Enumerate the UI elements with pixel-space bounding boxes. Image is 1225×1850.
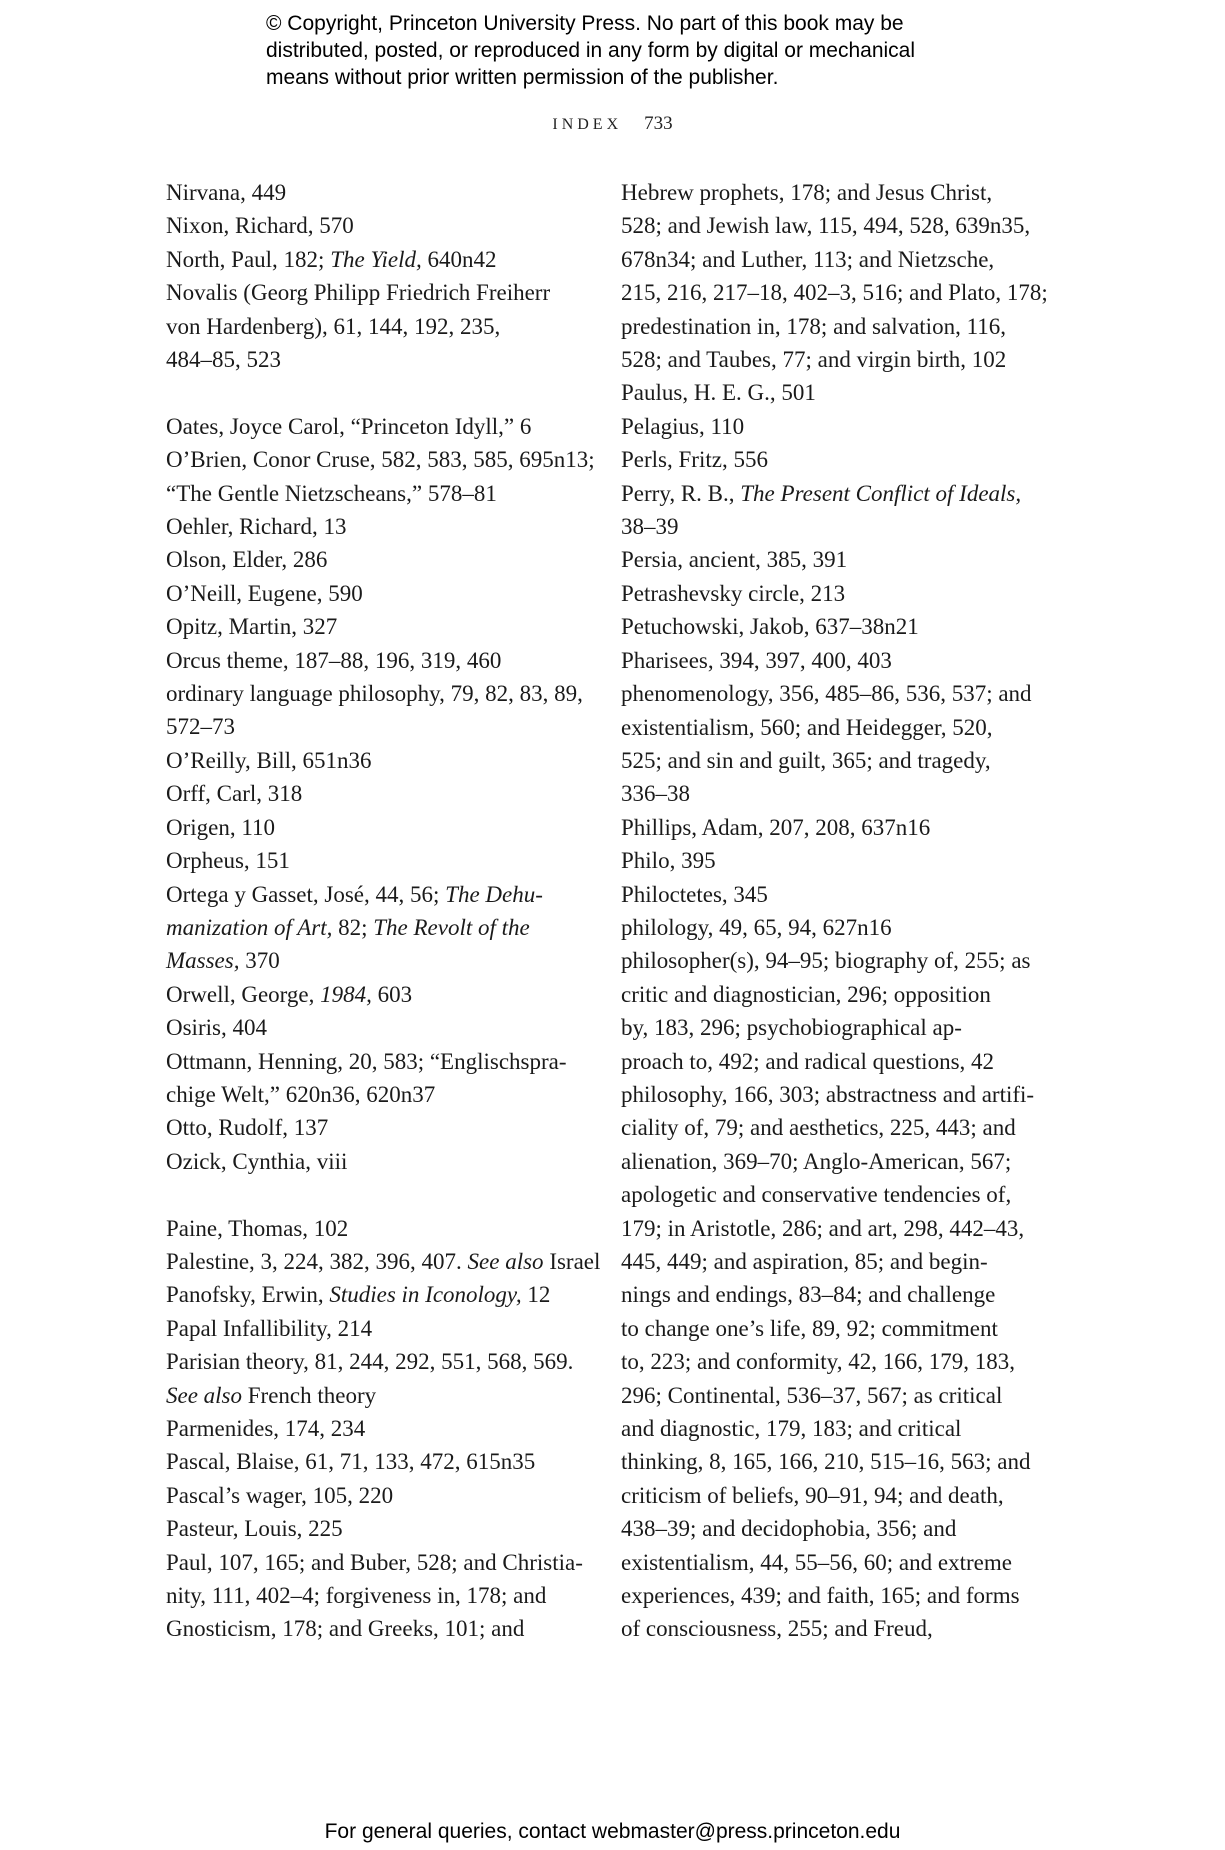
index-entry [621, 644, 1041, 677]
index-entry-line [166, 1245, 601, 1278]
index-entry-text: Origen, 110 [166, 814, 276, 840]
index-entry-text: Oates, Joyce Carol, “Princeton Idyll,” 6 [166, 413, 532, 439]
index-entry-line [166, 1278, 586, 1311]
index-entry-line [166, 644, 586, 677]
index-entry-line [166, 477, 586, 510]
index-entry-text: Orcus theme, 187–88, 196, 319, 460 [166, 647, 502, 673]
index-entry-line [166, 1111, 586, 1144]
index-entry-text: proach to, 492; and radical questions, 42 [621, 1048, 995, 1074]
index-column-left [166, 176, 601, 1646]
index-entry-text: Olson, Elder, 286 [166, 547, 328, 573]
index-entry-text: apologetic and conservative tendencies of, [621, 1182, 1012, 1208]
index-entry [166, 1479, 586, 1512]
index-entry-line [621, 1479, 1041, 1512]
copyright-line: © Copyright, Princeton University Press. No part of this book may be [266, 12, 904, 35]
page-number: 733 [644, 113, 673, 134]
index-entry-text: 640n42 [421, 246, 497, 272]
index-entry [166, 176, 586, 209]
index-entry-text: phenomenology, 356, 485–86, 536, 537; and [621, 681, 1032, 707]
index-entry-line [166, 677, 586, 710]
index-entry-line [621, 1011, 1041, 1044]
index-entry-text: “The Gentle Nietzscheans,” 578–81 [166, 480, 497, 506]
index-entry [166, 1245, 601, 1278]
index-entry-line [166, 310, 586, 343]
index-entry-text: Gnosticism, 178; and Greeks, 101; and [166, 1616, 525, 1642]
index-entry-line [166, 176, 586, 209]
index-entry-line [166, 1011, 586, 1044]
index-entry-text: Orff, Carl, 318 [166, 781, 303, 807]
index-entry-line [166, 1479, 586, 1512]
index-entry-text: Pelagius, 110 [621, 413, 745, 439]
index-entry-line [621, 610, 1041, 643]
index-entry-text: philosophy, 166, 303; abstractness and artifi- [621, 1081, 1035, 1107]
index-entry-line [166, 1512, 586, 1545]
index-entry-text: philosopher(s), 94–95; biography of, 255; as [621, 948, 1031, 974]
index-entry-text: Petrashevsky circle, 213 [621, 580, 846, 606]
index-entry [166, 610, 586, 643]
index-entry-text: 528; and Jewish law, 115, 494, 528, 639n35, [621, 213, 1031, 239]
index-entry-text: Perry, R. B., [621, 480, 741, 506]
index-entry-text: 603 [371, 981, 413, 1007]
index-entry-text: philology, 49, 65, 94, 627n16 [621, 914, 892, 940]
index-entry-line [621, 410, 1041, 443]
index-entry-line [166, 610, 586, 643]
index-entry-line [166, 744, 586, 777]
index-entry-line [621, 443, 1041, 476]
index-entry [166, 744, 586, 777]
index-entry [166, 243, 586, 276]
index-entry-line [166, 1579, 586, 1612]
index-entry [621, 878, 1041, 911]
index-entry-line [166, 1312, 586, 1345]
index-entry-line [621, 1178, 1041, 1211]
index-entry-text: nity, 111, 402–4; forgiveness in, 178; and [166, 1583, 547, 1609]
index-entry-text: Nixon, Richard, 570 [166, 213, 354, 239]
index-entry-line [621, 343, 1041, 376]
index-entry-italic-text: See also [166, 1382, 243, 1408]
index-entry-line [166, 811, 586, 844]
index-entry-text: Pharisees, 394, 397, 400, 403 [621, 647, 892, 673]
index-entry-continued [621, 176, 1048, 376]
index-entry-line [621, 1512, 1041, 1545]
index-entry [621, 376, 1041, 409]
index-entry-line [166, 543, 586, 576]
index-entry-text: 528; and Taubes, 77; and virgin birth, 102 [621, 347, 1007, 373]
index-entry-text: 82; [332, 914, 374, 940]
index-entry-line [166, 1078, 586, 1111]
index-entry [621, 477, 1041, 544]
index-entry-text: existentialism, 44, 55–56, 60; and extreme [621, 1549, 1012, 1575]
index-entry [621, 410, 1041, 443]
index-entry [621, 677, 1041, 811]
index-entry-italic-text: The Revolt of the [373, 914, 530, 940]
index-entry-line [621, 644, 1041, 677]
index-entry-line [621, 1312, 1041, 1345]
index-entry-text: by, 183, 296; psychobiographical ap- [621, 1015, 962, 1041]
index-entry-text: Parmenides, 174, 234 [166, 1416, 366, 1441]
index-entry-text: Osiris, 404 [166, 1015, 267, 1041]
index-entry-line [621, 1612, 1041, 1645]
index-entry-text: Otto, Rudolf, 137 [166, 1115, 329, 1141]
index-entry-text: 572–73 [166, 714, 235, 740]
index-entry [166, 811, 586, 844]
index-entry-line [621, 1345, 1041, 1378]
index-entry-text: Nirvana, 449 [166, 180, 287, 205]
index-entry-line [166, 1412, 586, 1445]
index-entry-text: 12 [521, 1282, 551, 1308]
letter-group-gap [166, 376, 586, 409]
index-entry-text: 179; in Aristotle, 286; and art, 298, 442–43, [621, 1215, 1025, 1241]
index-entry-text: Persia, ancient, 385, 391 [621, 547, 848, 573]
letter-group-gap [166, 1178, 586, 1211]
running-head [0, 113, 1225, 135]
index-entry-text: 438–39; and decidophobia, 356; and [621, 1516, 957, 1542]
index-entry-line [166, 978, 586, 1011]
index-entry-line [621, 1045, 1041, 1078]
index-entry-line [621, 477, 1041, 510]
index-entry [621, 844, 1041, 877]
index-entry-line [166, 710, 586, 743]
index-entry [166, 1278, 586, 1311]
index-entry-italic-text: Masses, [166, 948, 240, 974]
index-entry-line [621, 176, 1041, 209]
copyright-notice [266, 10, 1026, 91]
index-entry-text: Oehler, Richard, 13 [166, 514, 347, 540]
index-entry-text: Opitz, Martin, 327 [166, 614, 338, 640]
copyright-line: means without prior written permission of the publisher. [266, 66, 779, 89]
index-entry-line [166, 443, 595, 476]
index-entry-line [621, 978, 1041, 1011]
index-entry-text: 678n34; and Luther, 113; and Nietzsche, [621, 246, 995, 272]
index-entry-line [166, 209, 586, 242]
index-entry-text: Phillips, Adam, 207, 208, 637n16 [621, 814, 931, 840]
index-entry-text: O’Reilly, Bill, 651n36 [166, 747, 372, 773]
index-entry-line [621, 243, 1041, 276]
index-entry-text: Israel [543, 1248, 601, 1274]
index-entry-text: French theory [242, 1382, 377, 1408]
index-entry [166, 510, 586, 543]
index-entry-text: ordinary language philosophy, 79, 82, 83, 89, [166, 681, 583, 707]
index-entry-text: criticism of beliefs, 90–91, 94; and death, [621, 1482, 1004, 1508]
index-entry-line [621, 577, 1041, 610]
index-entry-text: Hebrew prophets, 178; and Jesus Christ, [621, 180, 993, 205]
index-entry [621, 811, 1041, 844]
index-entry-line [166, 844, 586, 877]
index-entry-text: Orpheus, 151 [166, 848, 290, 874]
index-entry-line [621, 1111, 1041, 1144]
index-entry-italic-text: The Present Conflict of Ideals, [740, 480, 1022, 506]
index-entry [166, 1045, 586, 1112]
index-entry-line [621, 1245, 1041, 1278]
index-entry-line [621, 777, 1041, 810]
index-entry-line [621, 1145, 1041, 1178]
index-entry-line [621, 844, 1041, 877]
index-entry-line [621, 1212, 1041, 1245]
index-entry [166, 1312, 586, 1345]
index-entry-text: to change one’s life, 89, 92; commitment [621, 1315, 998, 1341]
index-entry-line [621, 811, 1041, 844]
index-entry-text: predestination in, 178; and salvation, 116, [621, 313, 1006, 339]
index-entry-text: Ottmann, Henning, 20, 583; “Englischspra- [166, 1048, 567, 1074]
copyright-line: distributed, posted, or reproduced in any form by digital or mechanical [266, 39, 916, 62]
index-entry [621, 543, 1041, 576]
index-entry-line [166, 777, 586, 810]
index-entry-italic-text: Studies in Iconology, [329, 1282, 522, 1308]
index-entry [166, 878, 586, 978]
index-entry-line [166, 410, 586, 443]
index-entry-text: 215, 216, 217–18, 402–3, 516; and Plato, 178; [621, 280, 1048, 306]
index-entry-line [166, 1445, 586, 1478]
index-entry-line [621, 711, 1041, 744]
index-entry-italic-text: The Yield, [330, 246, 422, 272]
index-entry-text: critic and diagnostician, 296; opposition [621, 981, 991, 1007]
index-entry-line [166, 1045, 586, 1078]
index-entry [621, 911, 1041, 944]
index-entry-line [166, 243, 586, 276]
index-entry-line [621, 1278, 1041, 1311]
index-entry [166, 1145, 586, 1178]
index-entry-text: to, 223; and conformity, 42, 166, 179, 183, [621, 1349, 1015, 1375]
index-entry-line [621, 510, 1041, 543]
index-entry-text: Palestine, 3, 224, 382, 396, 407. [166, 1248, 468, 1274]
index-entry-text: 525; and sin and guilt, 365; and tragedy, [621, 747, 991, 773]
index-entry-line [166, 1212, 586, 1245]
index-entry-line [166, 1546, 586, 1579]
index-entry [621, 443, 1041, 476]
index-entry [166, 1111, 586, 1144]
index-entry [166, 410, 586, 443]
index-column-right [621, 176, 1048, 1646]
index-entry-text: existentialism, 560; and Heidegger, 520, [621, 714, 993, 740]
index-entry-line [621, 1445, 1041, 1478]
index-entry [166, 1512, 586, 1545]
index-entry-italic-text: manization of Art, [166, 914, 333, 940]
index-entry-text: Ortega y Gasset, José, 44, 56; [166, 881, 446, 907]
index-entry [166, 1212, 586, 1245]
index-entry-text: O’Brien, Conor Cruse, 582, 583, 585, 695n13; [166, 447, 595, 473]
index-entry [621, 577, 1041, 610]
index-entry [166, 978, 586, 1011]
index-entry-text: Novalis (Georg Philipp Friedrich Freiherr [166, 280, 551, 306]
index-entry-text: Ozick, Cynthia, viii [166, 1148, 348, 1174]
index-entry-line [621, 1412, 1041, 1445]
index-entry-text: Paulus, H. E. G., 501 [621, 380, 816, 406]
index-entry [166, 777, 586, 810]
index-entry-text: 296; Continental, 536–37, 567; as critical [621, 1382, 1003, 1408]
index-entry [166, 276, 586, 376]
index-entry [166, 443, 595, 510]
index-entry-line [621, 209, 1041, 242]
index-entry-text: Orwell, George, [166, 981, 321, 1007]
index-entry-text: Parisian theory, 81, 244, 292, 551, 568, 569. [166, 1349, 574, 1375]
index-entry-line [621, 310, 1041, 343]
index-entry-text: Perls, Fritz, 556 [621, 447, 768, 473]
index-entry [166, 1445, 586, 1478]
index-entry-line [166, 878, 586, 911]
index-entry [166, 209, 586, 242]
index-entry [621, 1078, 1041, 1646]
index-entry-line [166, 276, 586, 309]
index-entry-line [621, 543, 1041, 576]
index-entry-text: Paul, 107, 165; and Buber, 528; and Christia- [166, 1549, 583, 1575]
running-head-label: INDEX [552, 116, 623, 133]
footer-contact: For general queries, contact webmaster@press.princeton.edu [324, 1820, 901, 1843]
index-entry-text: 484–85, 523 [166, 347, 281, 373]
index-entry-line [166, 343, 586, 376]
index-entry-line [166, 510, 586, 543]
index-entry-text: Pascal’s wager, 105, 220 [166, 1482, 394, 1508]
index-entry-line [166, 1345, 586, 1378]
index-entry-line [166, 1612, 586, 1645]
index-entry [166, 1011, 586, 1044]
index-entry-italic-text: The Dehu- [445, 881, 543, 907]
index-entry-text: von Hardenberg), 61, 144, 192, 235, [166, 313, 501, 339]
index-entry-italic-text: 1984, [320, 981, 372, 1007]
index-entry-text: alienation, 369–70; Anglo-American, 567; [621, 1148, 1012, 1174]
index-entry-line [621, 878, 1041, 911]
index-entry-text: 370 [239, 948, 280, 974]
index-entry-text: O’Neill, Eugene, 590 [166, 580, 363, 606]
index-entry-line [621, 677, 1041, 710]
index-entry [166, 543, 586, 576]
index-entry-line [621, 276, 1048, 309]
index-entry-line [166, 577, 586, 610]
index-entry-line [166, 1379, 586, 1412]
index-entry-italic-text: See also [467, 1248, 544, 1274]
index-entry-text: 336–38 [621, 781, 690, 807]
index-entry [621, 944, 1041, 1078]
index-entry-line [621, 1579, 1041, 1612]
index-entry-text: 38–39 [621, 514, 679, 540]
index-entry [621, 610, 1041, 643]
index-entry-text: thinking, 8, 165, 166, 210, 515–16, 563; and [621, 1449, 1031, 1475]
index-entry-text: Philo, 395 [621, 848, 716, 874]
index-entry-text: Papal Infallibility, 214 [166, 1315, 373, 1341]
index-entry-line [621, 1379, 1041, 1412]
index-entry-text: Philoctetes, 345 [621, 881, 768, 907]
index-entry-text: Petuchowski, Jakob, 637–38n21 [621, 614, 919, 640]
index-entry-text: and diagnostic, 179, 183; and critical [621, 1416, 962, 1442]
index-entry [166, 644, 586, 677]
index-entry-text: Paine, Thomas, 102 [166, 1215, 349, 1241]
index-entry-text: of consciousness, 255; and Freud, [621, 1616, 933, 1642]
index-entry-line [621, 1078, 1041, 1111]
index-entry-text: experiences, 439; and faith, 165; and forms [621, 1583, 1020, 1609]
index-entry [166, 677, 586, 744]
index-entry [166, 1412, 586, 1445]
index-entry-text: chige Welt,” 620n36, 620n37 [166, 1081, 436, 1107]
index-entry-text: North, Paul, 182; [166, 246, 331, 272]
index-entry-text: ciality of, 79; and aesthetics, 225, 443; and [621, 1115, 1016, 1141]
index-entry-text: Pascal, Blaise, 61, 71, 133, 472, 615n35 [166, 1449, 536, 1475]
index-entry-line [166, 1145, 586, 1178]
index-entry [166, 1546, 586, 1646]
index-entry-line [621, 1546, 1041, 1579]
index-entry-line [621, 911, 1041, 944]
index-entry-line [166, 944, 586, 977]
index-entry-text: 445, 449; and aspiration, 85; and begin- [621, 1249, 988, 1274]
index-entry [166, 844, 586, 877]
index-entry-text: nings and endings, 83–84; and challenge [621, 1282, 996, 1308]
index-entry-text: Panofsky, Erwin, [166, 1282, 330, 1308]
index-entry-line [621, 944, 1041, 977]
index-entry-line [166, 911, 586, 944]
index-entry-line [621, 376, 1041, 409]
index-entry-text: Pasteur, Louis, 225 [166, 1516, 343, 1542]
index-entry [166, 1345, 586, 1412]
index-entry [166, 577, 586, 610]
index-entry-line [621, 744, 1041, 777]
